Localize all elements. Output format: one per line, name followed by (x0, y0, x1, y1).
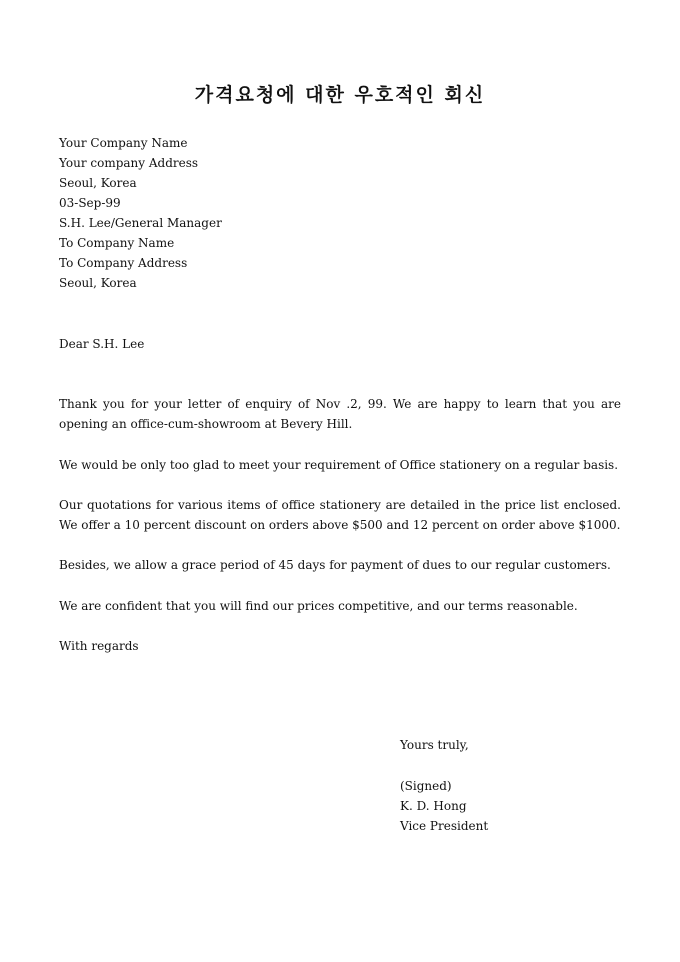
body-paragraph-1: Thank you for your letter of enquiry of Nov .2, 99. We are happy to learn that you are opening an office-cum-showroom at Bevery Hill. (59, 397, 621, 431)
body-paragraph-4: Besides, we allow a grace period of 45 days for payment of dues to our regular customers. (59, 558, 611, 572)
document-title: 가격요청에 대한 우호적인 회신 (194, 84, 486, 106)
body-paragraph-2: We would be only too glad to meet your requirement of Office stationery on a regular basis. (59, 458, 619, 472)
signer-position: Vice President (400, 819, 489, 833)
body-paragraph-3: Our quotations for various items of office stationery are detailed in the price list enclosed. We offer a 10 percent discount on orders above $500 and 12 percent on order above $1000. (59, 498, 621, 532)
sender-company-address: Your company Address (59, 156, 199, 170)
attention-line: S.H. Lee/General Manager (59, 216, 222, 230)
valediction: Yours truly, (400, 738, 469, 752)
letter-date: 03-Sep-99 (59, 196, 121, 210)
recipient-company-address: To Company Address (59, 256, 188, 270)
recipient-city: Seoul, Korea (59, 276, 137, 290)
closing: With regards (59, 639, 139, 653)
salutation: Dear S.H. Lee (59, 337, 145, 351)
recipient-company-name: To Company Name (59, 236, 175, 250)
sender-city: Seoul, Korea (59, 176, 137, 190)
signed-note: (Signed) (400, 779, 452, 793)
body-paragraph-5: We are confident that you will find our prices competitive, and our terms reasonable. (59, 599, 578, 613)
signer-name: K. D. Hong (400, 799, 467, 813)
sender-company-name: Your Company Name (59, 136, 188, 150)
